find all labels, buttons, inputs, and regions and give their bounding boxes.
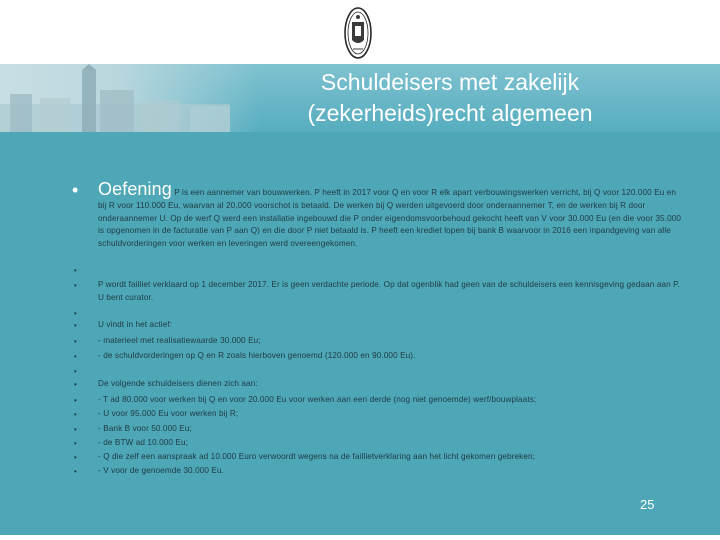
- bullet-line: - Bank B voor 50.000 Eu;: [98, 424, 192, 433]
- bullet-dot: •: [74, 337, 77, 346]
- bullet-dot: •: [74, 380, 77, 389]
- bullet-dot: •: [74, 321, 77, 330]
- bullet-dot: •: [74, 396, 77, 405]
- title-line-1: Schuldeisers met zakelijk: [320, 69, 580, 95]
- bullet-line: U vindt in het actief:: [98, 320, 173, 329]
- page-number: 25: [640, 497, 655, 512]
- title-line-2: (zekerheids)recht algemeen: [307, 100, 593, 126]
- bullet-dot: •: [74, 309, 77, 318]
- bullet-dot: •: [74, 410, 77, 419]
- heading-paragraph: [98, 178, 683, 250]
- bullet-line: - V voor de genoemde 30.000 Eu.: [98, 466, 224, 475]
- bullet-dot: •: [74, 467, 77, 476]
- bullet-dot: •: [74, 281, 77, 290]
- heading-text: P is een aannemer van bouwwerken. P heeft in 2017 voor Q en voor R elk apart verbouwingswerken verricht, bij Q voor 120.000 Eu en bij R voor 110.000 Eu, waarvan al 20.000 voorschot is betaald. De werken bij Q werden uitgevoerd door onderaannemer T, en de werken bij R door onderaannemer U. Op de werf Q werd een installatie ingebouwd die P onder eigendomsvoorbehoud gekocht heeft van V voor 30.000 Eu (en die voor 35.000 is opgenomen in de facturatie van P aan Q) en die door P niet betaald is. P heeft een krediet lopen bij bank B waarvoor in 2016 een inpandgeving van alle schuldvorderingen voor werken en leveringen werd overeengekomen.: [98, 188, 682, 248]
- bullet-line: - Q die zelf een aanspraak ad 10.000 Euro verwoordt wegens na de faillietverklaring aan het licht gekomen gebreken;: [98, 452, 536, 461]
- bullet-line: - U voor 95.000 Eu voor werken bij R;: [98, 409, 239, 418]
- bullet-dot: •: [74, 266, 77, 275]
- bullet-dot: •: [74, 367, 77, 376]
- university-seal-icon: [343, 6, 373, 60]
- bullet-dot: •: [74, 425, 77, 434]
- bullet-dot: •: [74, 352, 77, 361]
- bullet-line: - de schuldvorderingen op Q en R zoals hierboven genoemd (120.000 en 90.000 Eu).: [98, 351, 416, 360]
- slide-title: [180, 64, 720, 132]
- bullet-line: - materieel met realisatiewaarde 30.000 Eu;: [98, 336, 261, 345]
- bullet-line: De volgende schuldeisers dienen zich aan:: [98, 379, 258, 388]
- heading-bullet: •: [72, 180, 79, 200]
- bullet-line: P wordt failliet verklaard op 1 december 2017. Er is geen verdachte periode. Op dat ogenblik had geen van de schuldeisers een kennisgeving gedaan aan P. U bent curator.: [98, 280, 681, 302]
- footer-strip: [0, 535, 720, 540]
- bullet-dot: •: [74, 439, 77, 448]
- bullet-line: - T ad 80.000 voor werken bij Q en voor 20.000 Eu voor werken aan een derde (nog niet genoemde) werf/bouwplaats;: [98, 395, 537, 404]
- bullet-line: - de BTW ad 10.000 Eu;: [98, 438, 189, 447]
- bullet-dot: •: [74, 453, 77, 462]
- heading-word: Oefening: [98, 179, 172, 199]
